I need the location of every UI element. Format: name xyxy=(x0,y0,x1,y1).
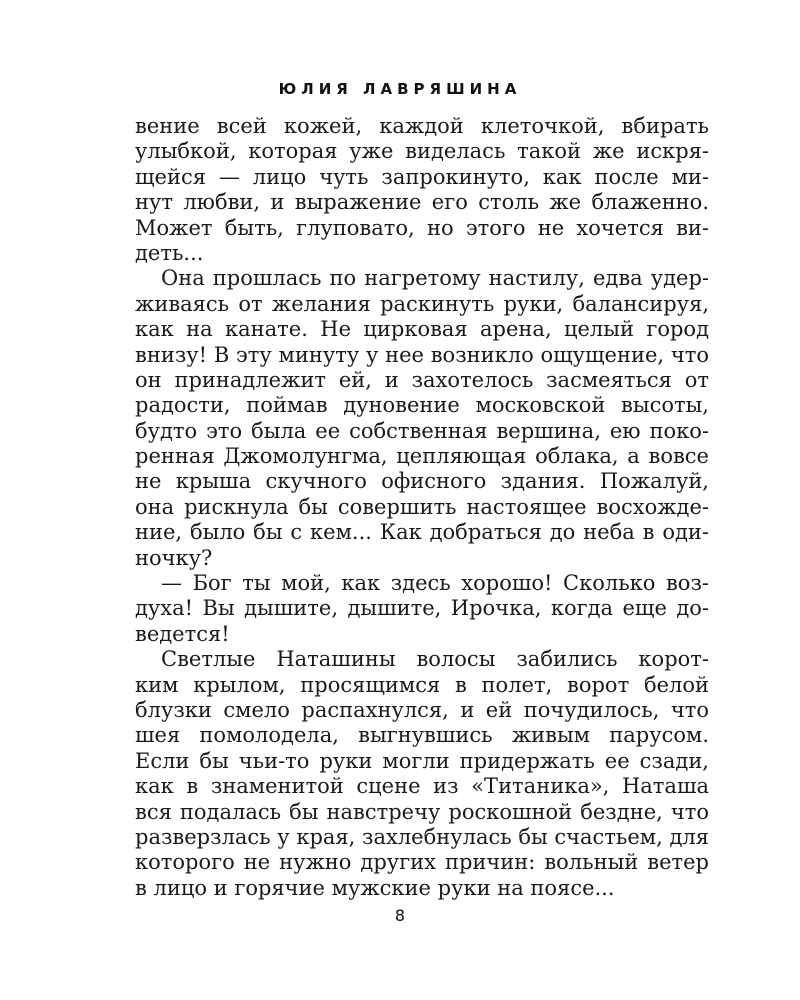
text-line: ренная Джомолунгма, цепляющая облака, а вовсе xyxy=(135,444,709,469)
text-line: он принадлежит ей, и захотелось засмеяться от xyxy=(135,367,709,392)
author-name: ЮЛИЯ ЛАВРЯШИНА xyxy=(278,80,522,98)
text-line: живаясь от желания раскинуть руки, балансируя, xyxy=(135,291,709,316)
text-line: как на канате. Не цирковая арена, целый город xyxy=(135,317,709,342)
page-number: 8 xyxy=(394,906,406,925)
text-line: не крыша скучного офисного здания. Пожалуй, xyxy=(135,469,709,494)
text-line: ние, было бы с кем... Как добраться до неба в оди- xyxy=(135,520,709,545)
text-line: ведется! xyxy=(135,621,230,646)
text-line: нут любви, и выражение его столь же блаженно. xyxy=(135,190,709,215)
running-header xyxy=(0,80,800,98)
text-line: внизу! В эту минуту у нее возникло ощущение, что xyxy=(135,342,709,367)
text-line: Может быть, глуповато, но этого не хочется ви- xyxy=(135,215,709,240)
paragraph xyxy=(135,647,709,901)
body-text xyxy=(135,114,709,901)
text-line: щейся — лицо чуть запрокинуто, как после ми- xyxy=(135,164,709,189)
text-line: которого не нужно других причин: вольный ветер xyxy=(135,850,709,875)
text-line: духа! Вы дышите, дышите, Ирочка, когда еще до- xyxy=(135,596,709,621)
text-line: — Бог ты мой, как здесь хорошо! Сколько воз- xyxy=(161,571,709,596)
text-line: она рискнула бы совершить настоящее восхожде- xyxy=(135,494,709,519)
text-line: ночку? xyxy=(135,545,213,570)
text-line: как в знаменитой сцене из «Титаника», Наташа xyxy=(135,774,709,799)
text-line: деть... xyxy=(135,240,204,265)
text-line: разверзлась у края, захлебнулась бы счастьем, для xyxy=(135,824,709,849)
paragraph xyxy=(135,266,709,571)
text-line: в лицо и горячие мужские руки на поясе... xyxy=(135,875,615,900)
text-line: ким крылом, просящимся в полет, ворот белой xyxy=(135,672,709,697)
text-line: улыбкой, которая уже виделась такой же искря- xyxy=(135,139,709,164)
paragraph xyxy=(135,114,709,266)
text-line: вение всей кожей, каждой клеточкой, вбирать xyxy=(135,114,709,138)
text-line: Она прошлась по нагретому настилу, едва удер- xyxy=(161,266,709,291)
text-line: Если бы чьи-то руки могли придержать ее сзади, xyxy=(135,748,709,773)
text-line: блузки смело распахнулся, и ей почудилось, что xyxy=(135,697,709,722)
text-line: будто это была ее собственная вершина, ею поко- xyxy=(135,418,709,443)
text-line: шея помолодела, выгнувшись живым парусом. xyxy=(135,723,709,748)
paragraph xyxy=(135,571,709,647)
text-line: радости, поймав дуновение московской высоты, xyxy=(135,393,709,418)
text-line: вся подалась бы навстречу роскошной бездне, что xyxy=(135,799,709,824)
text-line: Светлые Наташины волосы забились корот- xyxy=(161,647,709,672)
